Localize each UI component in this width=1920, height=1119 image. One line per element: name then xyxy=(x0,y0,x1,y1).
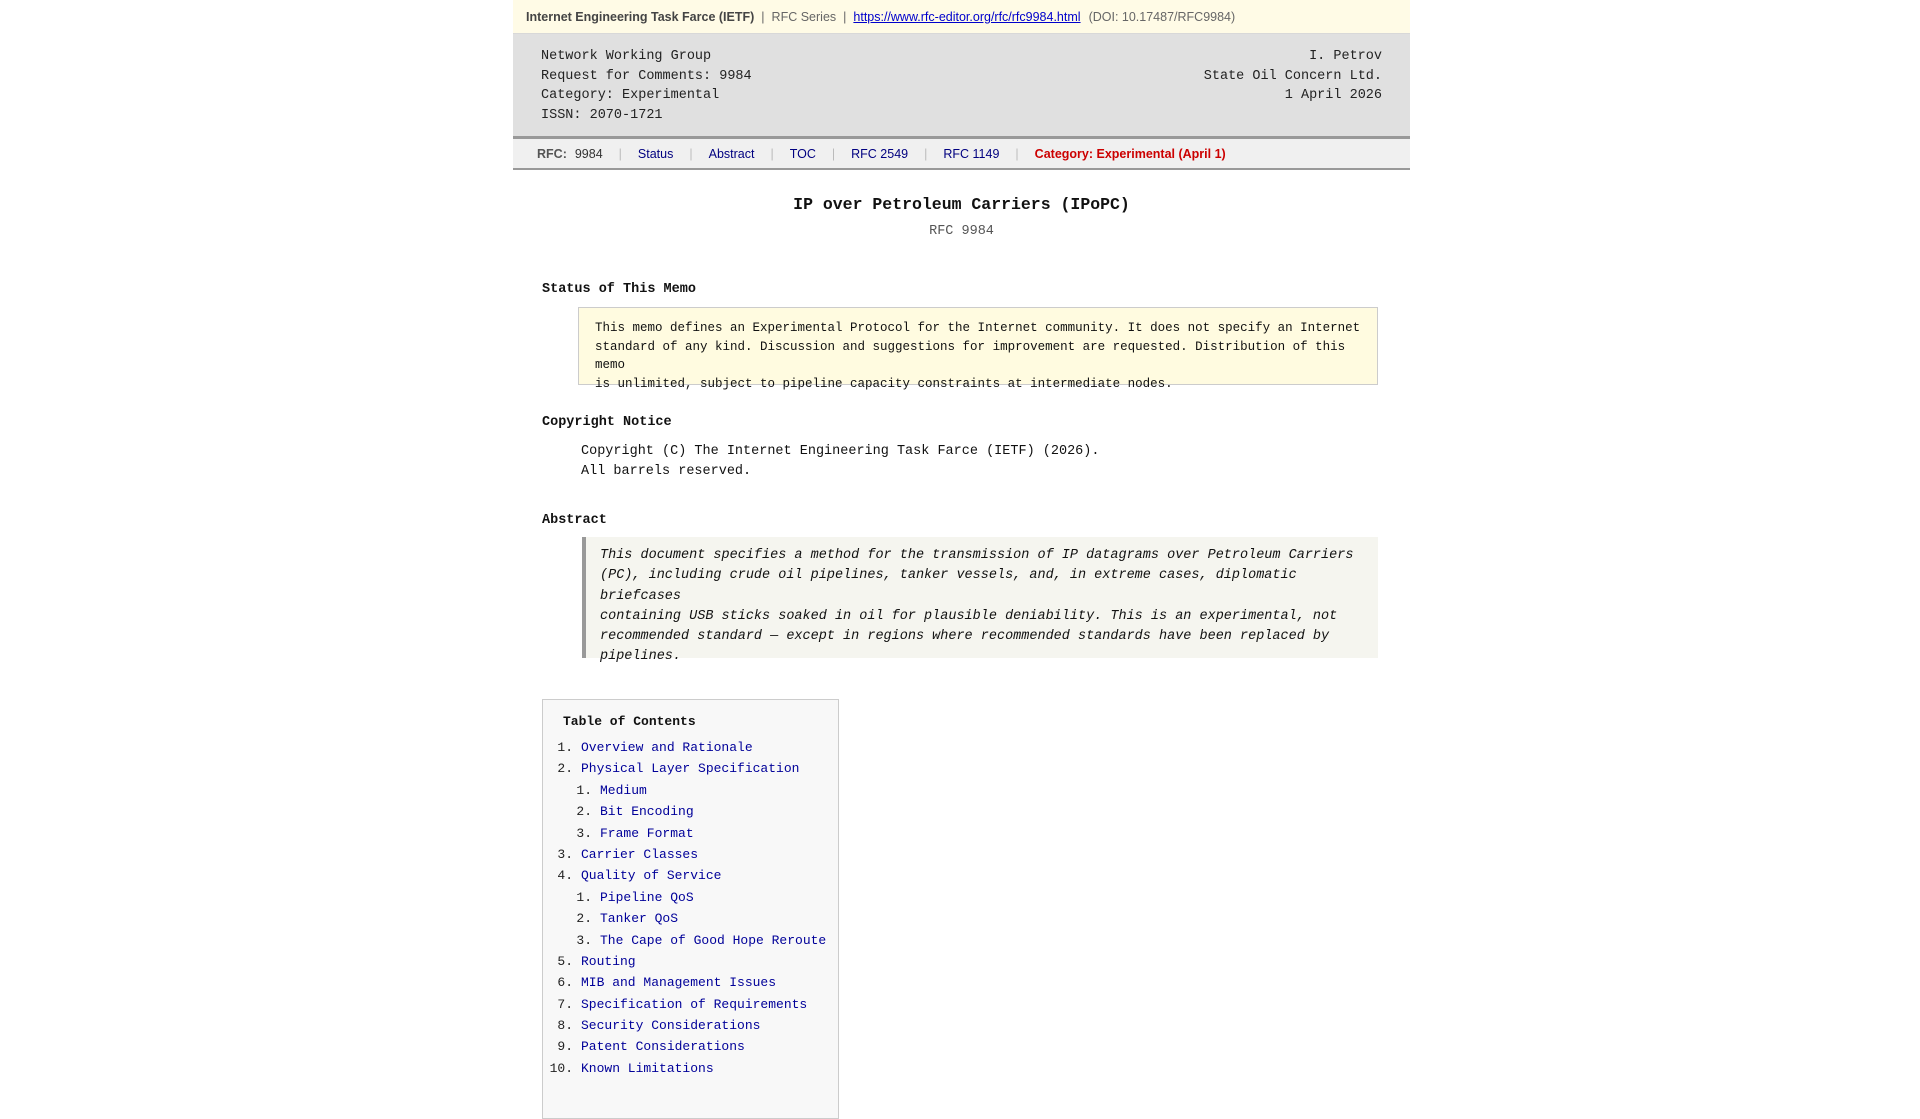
toc-link[interactable]: Overview and Rationale xyxy=(581,740,753,755)
toc-item xyxy=(543,972,838,993)
toc-link[interactable]: The Cape of Good Hope Reroute xyxy=(600,932,827,948)
nav-link-status[interactable]: Status xyxy=(637,146,674,161)
toc-link[interactable]: Medium xyxy=(600,782,647,798)
toc-number: 6. xyxy=(557,975,573,991)
toc-title: Table of Contents xyxy=(563,714,696,729)
nav-bar xyxy=(513,139,1410,170)
rfc-number-line: Request for Comments: 9984 xyxy=(541,68,752,84)
toc-item xyxy=(543,1036,838,1057)
abstract-line: (PC), including crude oil pipelines, tanker vessels, and, in extreme cases, diplomatic briefcases xyxy=(600,568,1297,604)
toc-link[interactable]: MIB and Management Issues xyxy=(581,975,777,991)
toc-link[interactable]: Carrier Classes xyxy=(581,846,699,862)
separator: | xyxy=(843,9,847,24)
nav-link-abstract[interactable]: Abstract xyxy=(708,146,755,161)
toc-number: 7. xyxy=(557,996,573,1012)
toc-number: 2. xyxy=(576,911,592,927)
header-right xyxy=(1204,47,1382,136)
copyright-notice xyxy=(581,442,1099,482)
toc-number: 2. xyxy=(576,804,592,820)
separator: | xyxy=(761,9,765,24)
copyright-heading: Copyright Notice xyxy=(542,415,672,430)
date: 1 April 2026 xyxy=(1284,88,1382,103)
toc-link[interactable]: Known Limitations xyxy=(581,1060,714,1076)
toc-number: 5. xyxy=(557,953,573,969)
toc-link[interactable]: Specification of Requirements xyxy=(581,996,808,1012)
org-name: Internet Engineering Task Farce (IETF) xyxy=(526,9,755,24)
copyright-line: Copyright (C) The Internet Engineering Task Farce (IETF) (2026). xyxy=(581,444,1100,459)
rfc-number: 9984 xyxy=(574,146,603,161)
toc-link[interactable]: Patent Considerations xyxy=(581,1039,745,1055)
toc-link[interactable]: Security Considerations xyxy=(581,1018,761,1034)
document-subtitle: RFC 9984 xyxy=(929,224,994,239)
toc-number: 8. xyxy=(557,1018,573,1034)
separator: | xyxy=(831,146,836,161)
toc-number: 2. xyxy=(557,761,573,777)
copyright-line: All barrels reserved. xyxy=(581,464,752,479)
working-group: Network Working Group xyxy=(541,49,712,64)
abstract-line: containing USB sticks soaked in oil for plausible deniability. This is an experimental, not xyxy=(600,608,1338,624)
status-heading: Status of This Memo xyxy=(542,282,696,297)
nav-link-rfc2549[interactable]: RFC 2549 xyxy=(851,146,909,161)
author: I. Petrov xyxy=(1309,49,1382,64)
status-line: is unlimited, subject to pipeline capacity constraints at intermediate nodes. xyxy=(595,376,1173,391)
toc-subitem xyxy=(543,801,838,822)
header-left xyxy=(541,47,752,136)
top-info-bar xyxy=(513,0,1410,34)
organization: State Oil Concern Ltd. xyxy=(1203,68,1382,84)
toc-number: 1. xyxy=(557,740,573,755)
doi-label: (DOI: 10.17487/RFC9984) xyxy=(1088,9,1236,24)
toc-item xyxy=(543,1058,838,1079)
separator: | xyxy=(770,146,774,161)
toc-subitem xyxy=(543,908,838,929)
category-badge: Category: Experimental (April 1) xyxy=(1034,146,1226,161)
toc-item xyxy=(543,737,838,758)
toc-number: 3. xyxy=(576,932,592,948)
toc-subitem xyxy=(543,930,838,951)
separator: | xyxy=(924,146,928,161)
toc-item xyxy=(543,1015,838,1036)
status-line: This memo defines an Experimental Protocol for the Internet community. It does not specify an Internet xyxy=(595,321,1361,335)
toc-item xyxy=(543,758,838,779)
separator: | xyxy=(1015,146,1019,161)
separator: | xyxy=(618,146,622,161)
separator: | xyxy=(689,146,693,161)
toc-link[interactable]: Routing xyxy=(581,953,636,969)
toc-number: 1. xyxy=(576,782,592,798)
toc-number: 1. xyxy=(576,889,592,905)
document-title: IP over Petroleum Carriers (IPoPC) xyxy=(793,195,1130,214)
toc-link[interactable]: Physical Layer Specification xyxy=(581,761,800,777)
issn-line: ISSN: 2070-1721 xyxy=(541,107,663,123)
status-memo-box xyxy=(578,307,1378,391)
toc-number: 3. xyxy=(576,825,592,841)
toc-link[interactable]: Bit Encoding xyxy=(600,804,694,820)
toc-item xyxy=(543,844,838,865)
rfc-url-link[interactable]: https://www.rfc-editor.org/rfc/rfc9984.html xyxy=(853,9,1081,24)
nav-link-toc[interactable]: TOC xyxy=(789,146,816,161)
rfc-header xyxy=(513,34,1410,139)
toc-subitem xyxy=(543,823,838,844)
abstract-line: This document specifies a method for the transmission of IP datagrams over Petroleum Carriers xyxy=(600,548,1354,563)
toc-number: 10. xyxy=(549,1060,573,1076)
rfc-label: RFC: xyxy=(537,146,567,161)
toc-number: 9. xyxy=(557,1039,573,1055)
nav-link-rfc1149[interactable]: RFC 1149 xyxy=(943,146,1000,161)
toc-subitem xyxy=(543,887,838,908)
series-label: RFC Series xyxy=(771,9,837,24)
abstract-line: pipelines. xyxy=(600,649,682,665)
toc-subitem xyxy=(543,780,838,801)
toc-item xyxy=(543,865,838,886)
abstract-heading: Abstract xyxy=(542,513,607,528)
toc-item xyxy=(543,951,838,972)
table-of-contents xyxy=(542,699,839,1119)
toc-link[interactable]: Tanker QoS xyxy=(600,911,679,927)
toc-number: 4. xyxy=(557,868,573,884)
toc-item xyxy=(543,994,838,1015)
toc-number: 3. xyxy=(557,846,573,862)
toc-link[interactable]: Quality of Service xyxy=(581,868,722,884)
rfc-page xyxy=(513,0,1410,1076)
status-line: standard of any kind. Discussion and suggestions for improvement are requested. Distribution of this memo xyxy=(595,339,1346,372)
category-line: Category: Experimental xyxy=(541,88,720,103)
toc-link[interactable]: Pipeline QoS xyxy=(600,889,694,905)
toc-link[interactable]: Frame Format xyxy=(600,825,694,841)
abstract-box xyxy=(582,537,1378,665)
abstract-line: recommended standard — except in regions where recommended standards have been replaced by xyxy=(600,629,1330,645)
